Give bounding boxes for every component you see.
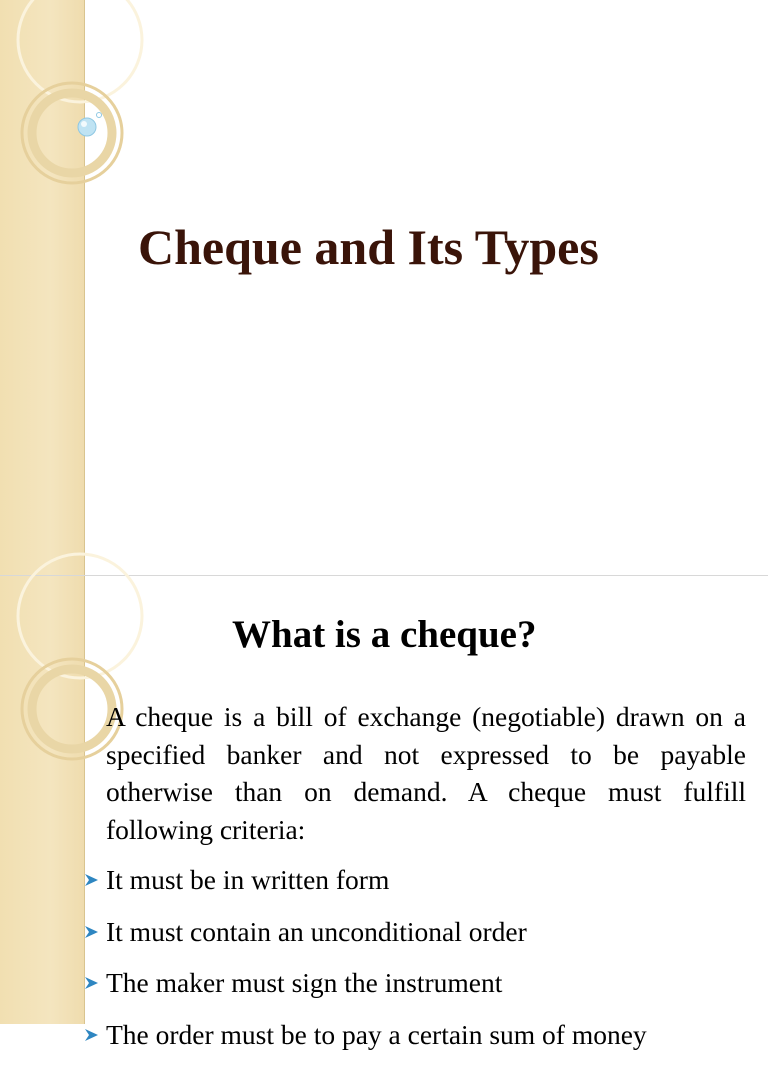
content-slide xyxy=(0,576,768,1024)
small-bubble-icon xyxy=(95,111,105,121)
slide-title: Cheque and Its Types xyxy=(138,218,738,276)
arrowhead-bullet-icon xyxy=(84,976,100,990)
list-item-text: It must contain an unconditional order xyxy=(106,916,527,947)
list-item-text: The maker must sign the instrument xyxy=(106,967,502,998)
list-item xyxy=(84,965,647,1017)
criteria-list xyxy=(84,862,647,1068)
definition-paragraph: A cheque is a bill of exchange (negotiable) drawn on a specified banker and not expressed to be payable otherwise than on demand. A cheque must fulfill following criteria: xyxy=(106,698,746,848)
decorative-sidebar xyxy=(0,0,85,576)
decorative-circles xyxy=(0,0,120,576)
list-item-text: The order must be to pay a certain sum of money xyxy=(106,1019,647,1050)
list-item xyxy=(84,862,647,914)
slide-heading: What is a cheque? xyxy=(232,612,536,657)
arrowhead-bullet-icon xyxy=(84,925,100,939)
list-item xyxy=(84,914,647,966)
decorative-sidebar xyxy=(0,576,85,1024)
list-item-text: It must be in written form xyxy=(106,864,389,895)
arrowhead-bullet-icon xyxy=(84,873,100,887)
bubble-icon xyxy=(76,110,96,140)
arrowhead-bullet-icon xyxy=(84,1028,100,1042)
list-item xyxy=(84,1017,647,1068)
